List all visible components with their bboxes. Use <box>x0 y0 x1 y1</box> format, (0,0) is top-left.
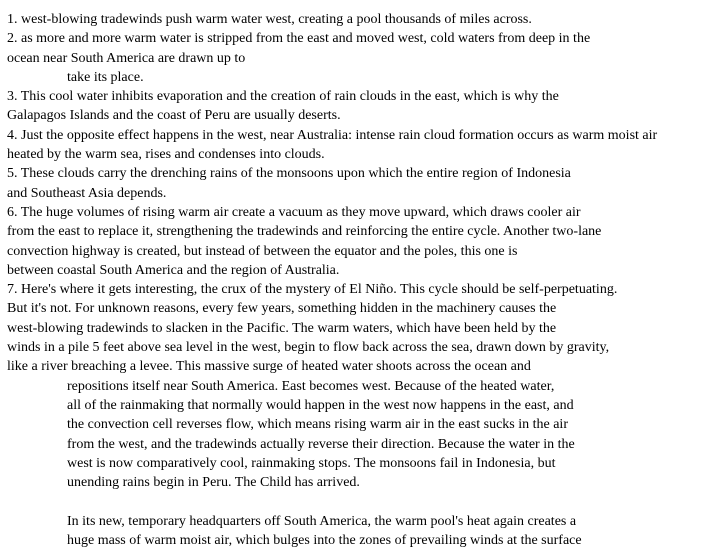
text-line: 5. These clouds carry the drenching rains of the monsoons upon which the entire region of Indonesia <box>7 166 571 182</box>
text-line: from the east to replace it, strengthening the tradewinds and reinforcing the entire cycle. Another two-lane <box>7 224 602 240</box>
text-line: 7. Here's where it gets interesting, the crux of the mystery of El Niño. This cycle should be self-perpetuating. <box>7 282 618 298</box>
text-line: ocean near South America are drawn up to <box>7 50 246 66</box>
text-line: winds in a pile 5 feet above sea level in the west, begin to flow back across the sea, drawn down by gravity, <box>7 340 610 356</box>
text-line: In its new, temporary headquarters off South America, the warm pool's heat again creates a <box>67 513 577 529</box>
text-line: and Southeast Asia depends. <box>7 185 167 201</box>
text-line: from the west, and the tradewinds actually reverse their direction. Because the water in the <box>67 436 575 452</box>
text-line: take its place. <box>67 69 144 85</box>
text-line: 1. west-blowing tradewinds push warm water west, creating a pool thousands of miles across. <box>7 12 532 27</box>
text-line: 6. The huge volumes of rising warm air create a vacuum as they move upward, which draws cooler air <box>7 204 581 220</box>
text-line: like a river breaching a levee. This massive surge of heated water shoots across the ocean and <box>7 359 531 375</box>
text-line: convection highway is created, but instead of between the equator and the poles, this one is <box>7 243 518 259</box>
text-line: repositions itself near South America. East becomes west. Because of the heated water, <box>67 378 555 394</box>
text-line: between coastal South America and the region of Australia. <box>7 262 340 278</box>
text-line: unending rains begin in Peru. The Child has arrived. <box>67 475 360 491</box>
text-line: 2. as more and more warm water is stripped from the east and moved west, cold waters from deep in the <box>7 31 591 47</box>
paragraph-gap <box>7 492 719 511</box>
text-line: But it's not. For unknown reasons, every few years, something hidden in the machinery causes the <box>7 301 557 317</box>
text-line: heated by the warm sea, rises and condenses into clouds. <box>7 147 325 163</box>
text-line: west-blowing tradewinds to slacken in the Pacific. The warm waters, which have been held by the <box>7 320 557 336</box>
text-line: 4. Just the opposite effect happens in the west, near Australia: intense rain cloud formation occurs as warm moist air <box>7 127 658 143</box>
text-line: huge mass of warm moist air, which bulges into the zones of prevailing winds at the surface <box>67 533 582 549</box>
text-line: west is now comparatively cool, rainmaking stops. The monsoons fail in Indonesia, but <box>67 455 556 471</box>
document-body <box>7 10 719 550</box>
text-line: all of the rainmaking that normally would happen in the west now happens in the east, and <box>67 397 574 413</box>
text-line: 3. This cool water inhibits evaporation and the creation of rain clouds in the east, which is why the <box>7 89 559 105</box>
text-line: the convection cell reverses flow, which means rising warm air in the east sucks in the air <box>67 417 568 433</box>
text-line: Galapagos Islands and the coast of Peru are usually deserts. <box>7 108 341 124</box>
